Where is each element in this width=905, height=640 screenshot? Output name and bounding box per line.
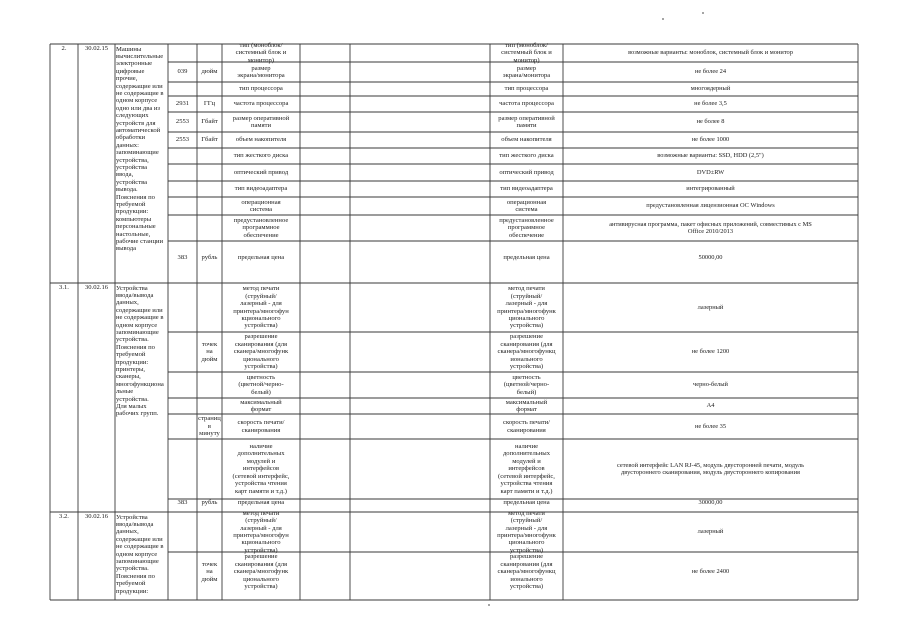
okei-code bbox=[169, 399, 196, 414]
unit-name bbox=[198, 216, 221, 241]
characteristic-approved: разрешение сканирования (для сканера/многофункц ионального устройства) bbox=[497, 333, 556, 371]
characteristic: тип жесткого диска bbox=[233, 152, 289, 160]
characteristic-value: антивирусная программа, пакет офисных приложений, совместимых с MS Office 2010/2013 bbox=[609, 220, 812, 235]
characteristic: предельная цена bbox=[237, 499, 285, 507]
characteristic: цветность (цветной/черно- белый) bbox=[238, 373, 284, 396]
characteristic-approved: разрешение сканирования (для сканера/многофункц ионального устройства) bbox=[497, 553, 556, 591]
okpd-code: 30.02.16 bbox=[84, 512, 109, 520]
okei-code bbox=[169, 284, 196, 332]
unit-name: Гбайт bbox=[201, 136, 218, 144]
okei-code: 2931 bbox=[175, 100, 190, 108]
characteristic: разрешение сканирования (для сканера/многофунк ционального устройства) bbox=[233, 333, 289, 371]
characteristic-value: предустановленная лицензионная ОС Windows bbox=[646, 202, 775, 210]
unit-name bbox=[198, 149, 221, 164]
characteristic-approved: тип процессора bbox=[504, 85, 549, 93]
okei-code: 039 bbox=[177, 68, 188, 76]
unit-name: рубль bbox=[201, 499, 218, 507]
unit-name bbox=[198, 440, 221, 499]
section-number: 2. bbox=[61, 44, 67, 52]
okpd-code: 30.02.15 bbox=[84, 44, 109, 52]
characteristic: метод печати (струйный/ лазерный - для принтера/многофун кционального устройства) bbox=[233, 285, 289, 330]
characteristic-approved: предельная цена bbox=[503, 253, 550, 261]
okei-code: 2553 bbox=[175, 118, 190, 126]
unit-name bbox=[198, 513, 221, 552]
okei-code bbox=[169, 373, 196, 398]
characteristic-approved: наличие дополнительных модулей и интерфейсов (сетевой интерфейс, устройства чтения карт памяти и т.д.) bbox=[498, 443, 555, 495]
unit-name bbox=[198, 45, 221, 62]
characteristic-value: возможные варианты: SSD, HDD (2,5") bbox=[657, 152, 764, 160]
okei-code bbox=[169, 182, 196, 197]
unit-name bbox=[198, 182, 221, 197]
characteristic-approved: размер экрана/монитора bbox=[502, 64, 551, 79]
characteristic-approved: скорость печати/ сканирования bbox=[503, 419, 550, 434]
characteristic-value: DVD±RW bbox=[696, 168, 725, 176]
scan-speck bbox=[662, 18, 664, 20]
unit-name bbox=[198, 373, 221, 398]
characteristic: тип (моноблок/ системный блок и монитор) bbox=[235, 41, 287, 64]
okpd-code: 30.02.16 bbox=[84, 283, 109, 291]
characteristic: наличие дополнительных модулей и интерфейсов (сетевой интерфейс, устройства чтения карт памяти и т.д.) bbox=[232, 443, 290, 495]
characteristic: тип процессора bbox=[239, 85, 283, 93]
characteristic: оптический привод bbox=[233, 168, 289, 176]
okei-code bbox=[169, 83, 196, 96]
characteristic-approved: тип видеоадаптера bbox=[500, 185, 553, 193]
characteristic-value: 30000,00 bbox=[698, 499, 723, 507]
characteristic: разрешение сканирования (для сканера/многофунк ционального устройства) bbox=[233, 553, 289, 591]
product-name: Устройства ввода/вывода данных, содержащие или не содержащие в одном корпусе запоминающие устройства. Пояснения по требуемой продукции: bbox=[116, 513, 164, 595]
okei-code bbox=[169, 440, 196, 499]
characteristic-value: не более 2400 bbox=[691, 568, 730, 576]
characteristic-value: не более 1200 bbox=[691, 348, 730, 356]
unit-name: рубль bbox=[201, 253, 218, 261]
okei-code bbox=[169, 333, 196, 372]
characteristic-approved: объем накопителя bbox=[501, 136, 552, 144]
characteristic-value: многоядерный bbox=[690, 85, 731, 93]
section-number: 3.2. bbox=[59, 512, 69, 520]
okei-code bbox=[169, 553, 196, 592]
unit-name bbox=[198, 165, 221, 181]
unit-name: точек на дюйм bbox=[201, 340, 218, 363]
scan-speck bbox=[702, 12, 704, 14]
okei-code bbox=[169, 513, 196, 552]
characteristic: размер оперативной памяти bbox=[232, 114, 290, 129]
characteristic-approved: предустановленное программное обеспечение bbox=[499, 216, 554, 239]
okei-code bbox=[169, 198, 196, 215]
characteristic-approved: метод печати (струйный/ лазерный - для принтера/многофунк ционального устройства) bbox=[497, 285, 556, 330]
unit-name bbox=[198, 284, 221, 332]
okei-code bbox=[169, 45, 196, 62]
characteristic-value: не более 24 bbox=[694, 68, 727, 76]
product-name: Устройства ввода/вывода данных, содержащие или не содержащие в одном корпусе запоминающие устройства. Пояснения по требуемой продукции: принтеры, сканеры, многофункциона льные устройства. Для малых рабочих групп. bbox=[116, 284, 164, 418]
characteristic: операционная система bbox=[241, 198, 281, 213]
okei-code bbox=[169, 216, 196, 241]
characteristic-approved: оптический привод bbox=[499, 168, 554, 176]
okei-code: 383 bbox=[177, 499, 188, 507]
scan-speck bbox=[488, 604, 490, 606]
characteristic-value: А4 bbox=[706, 402, 715, 410]
characteristic-approved: частота процессора bbox=[499, 100, 554, 108]
unit-name bbox=[198, 83, 221, 96]
unit-name: страниц в минуту bbox=[198, 415, 221, 438]
characteristic-value: лазерный bbox=[697, 528, 724, 536]
characteristic-value: черно-белый bbox=[693, 381, 728, 389]
characteristic-value: интегрированный bbox=[686, 185, 735, 193]
characteristic-value: не более 35 bbox=[694, 422, 727, 430]
unit-name bbox=[198, 399, 221, 414]
characteristic-value: не более 1000 bbox=[691, 136, 730, 144]
characteristic: частота процессора bbox=[233, 100, 289, 108]
unit-name: точек на дюйм bbox=[201, 560, 218, 583]
characteristic-value: сетевой интерфейс LAN RJ-45, модуль двусторонней печати, модуль двустороннего сканирования, модуль двустороннего копирования bbox=[617, 461, 804, 476]
product-name: Машины вычислительные электронные цифровые прочие, содержащие или не содержащие в одном корпусе одно или два из следующих устройств для автоматической обработки данных: запоминающие устройства, устройства ввода, устройства вывода. Пояснения по требуемой продукции: компьютеры персональные настольные, рабочие станции вывода bbox=[116, 45, 164, 253]
unit-name bbox=[198, 198, 221, 215]
characteristic: максимальный формат bbox=[240, 398, 282, 413]
unit-name: дюйм bbox=[201, 68, 218, 76]
okei-code bbox=[169, 415, 196, 439]
characteristic-approved: метод печати (струйный/ лазерный - для принтера/многофунк ционального устройства) bbox=[497, 509, 556, 554]
characteristic: объем накопителя bbox=[235, 136, 287, 144]
characteristic-value: не более 8 bbox=[696, 118, 725, 126]
unit-name: ГГц bbox=[203, 100, 216, 108]
characteristic-approved: максимальный формат bbox=[505, 398, 548, 413]
characteristic-approved: предельная цена bbox=[503, 499, 550, 507]
unit-name: Гбайт bbox=[201, 118, 218, 126]
characteristic: метод печати (струйный/ лазерный - для принтера/многофун кционального устройства) bbox=[233, 509, 289, 554]
okei-code: 383 bbox=[177, 253, 188, 261]
characteristic: предельная цена bbox=[237, 253, 285, 261]
okei-code: 2553 bbox=[175, 136, 190, 144]
characteristic-approved: тип (моноблок/ системный блок и монитор) bbox=[501, 41, 552, 64]
okei-code bbox=[169, 149, 196, 164]
characteristic-value: лазерный bbox=[697, 303, 724, 311]
characteristic-approved: операционная система bbox=[506, 198, 547, 213]
characteristic-approved: цветность (цветной/черно- белый) bbox=[503, 373, 550, 396]
characteristic-approved: размер оперативной памяти bbox=[498, 114, 555, 129]
characteristic-approved: тип жесткого диска bbox=[499, 152, 554, 160]
characteristic: предустановленное программное обеспечение bbox=[233, 216, 289, 239]
characteristic-value: возможные варианты: моноблок, системный блок и монитор bbox=[628, 49, 793, 57]
characteristic: размер экрана/монитора bbox=[237, 64, 285, 79]
section-number: 3.1. bbox=[59, 283, 69, 291]
characteristic-value: 50000,00 bbox=[698, 253, 723, 261]
characteristic: тип видеоадаптера bbox=[234, 185, 288, 193]
characteristic: скорость печати/ сканирования bbox=[237, 419, 285, 434]
okei-code bbox=[169, 165, 196, 181]
characteristic-value: не более 3,5 bbox=[694, 100, 727, 108]
